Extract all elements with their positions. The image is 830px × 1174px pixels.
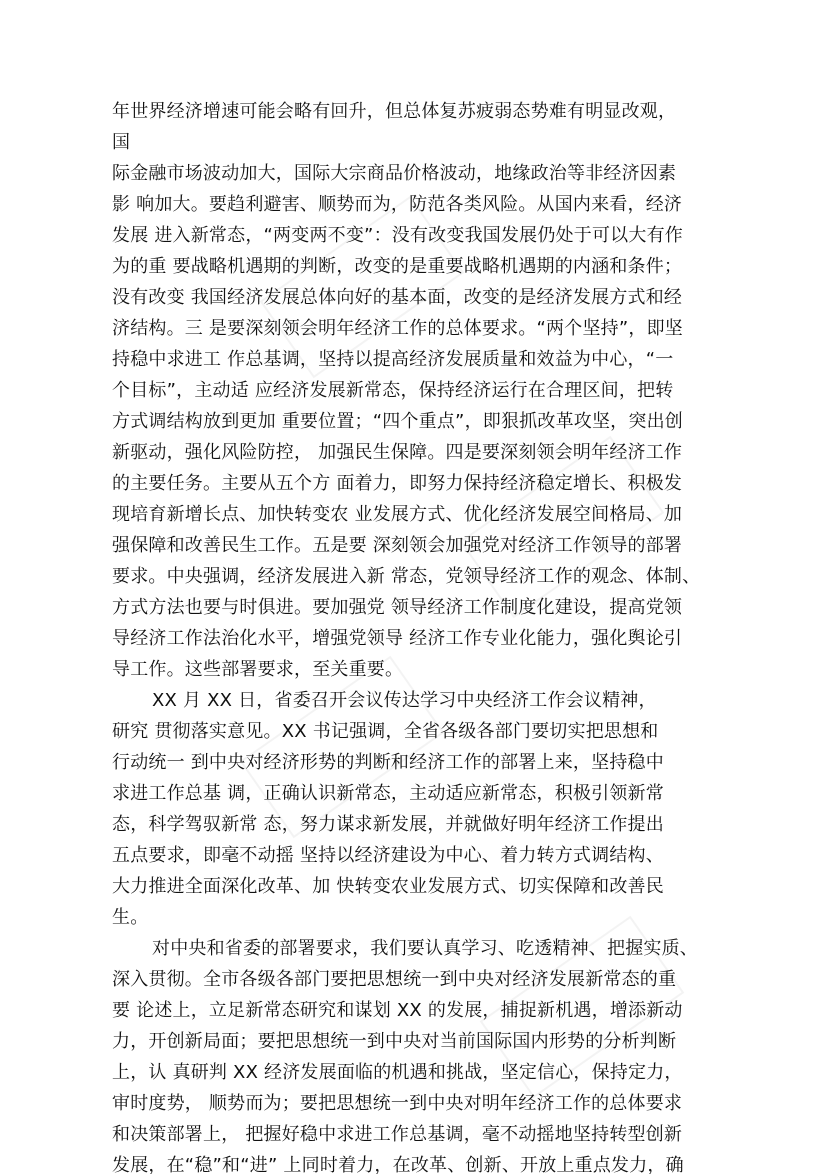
document-body (112, 96, 740, 1174)
text-line: XX 月 XX 日，省委召开会议传达学习中央经济工作会议精神， (152, 690, 657, 711)
text-line: 要求。中央强调，经济发展进入新 常态，党领导经济工作的观念、体制、 (112, 566, 701, 587)
text-line: 没有改变 我国经济发展总体向好的基本面，改变的是经济发展方式和经 (112, 287, 683, 308)
text-line: 个目标”，主动适 应经济发展新常态，保持经济运行在合理区间，把转 (112, 380, 674, 401)
text-line: 影 响加大。要趋利避害、顺势而为，防范各类风险。从国内来看，经济 (112, 194, 683, 215)
text-line: 态，科学驾驭新常 态，努力谋求新发展，并就做好明年经济工作提出 (112, 814, 664, 835)
text-line: 深入贯彻。全市各级各部门要把思想统一到中央对经济发展新常态的重 (112, 969, 677, 990)
text-line: 方式调结构放到更加 重要位置；“四个重点”，即狠抓改革攻坚，突出创 (112, 411, 683, 432)
text-line: 现培育新增长点、加快转变农 业发展方式、优化经济发展空间格局、加 (112, 504, 683, 525)
text-line: 发展 进入新常态，“两变两不变”：没有改变我国发展仍处于可以大有作 (112, 225, 683, 246)
text-line: 研究 贯彻落实意见。XX 书记强调，全省各级各部门要切实把思想和 (112, 721, 659, 742)
text-line: 济结构。三 是要深刻领会明年经济工作的总体要求。“两个坚持”，即坚 (112, 318, 683, 339)
text-line: 上，认 真研判 XX 经济发展面临的机遇和挑战，坚定信心，保持定力， (112, 1062, 683, 1083)
text-line: 强保障和改善民生工作。五是要 深刻领会加强党对经济工作领导的部署 (112, 535, 683, 556)
text-line: 为的重 要战略机遇期的判断，改变的是重要战略机遇期的内涵和条件； (112, 256, 683, 277)
text-line: 生。 (112, 907, 149, 928)
text-line: 行动统一 到中央对经济形势的判断和经济工作的部署上来，坚持稳中 (112, 752, 664, 773)
text-line: 际金融市场波动加大，国际大宗商品价格波动，地缘政治等非经济因素 (112, 163, 677, 184)
text-line: 的主要任务。主要从五个方 面着力，即努力保持经济稳定增长、积极发 (112, 473, 683, 494)
text-line: 导工作。这些部署要求，至关重要。 (112, 659, 404, 680)
text-line: 国 (112, 132, 131, 153)
text-line: 新驱动，强化风险防控， 加强民生保障。四是要深刻领会明年经济工作 (112, 442, 683, 463)
text-line: 年世界经济增速可能会略有回升，但总体复苏疲弱态势难有明显改观， (112, 101, 677, 122)
text-line: 力，开创新局面；要把思想统一到中央对当前国际国内形势的分析判断 (112, 1031, 677, 1052)
paragraph-1 (112, 96, 740, 685)
text-line: 对中央和省委的部署要求，我们要认真学习、吃透精神、把握实质、 (152, 938, 698, 959)
paragraph-2 (112, 685, 740, 933)
paragraph-3 (112, 933, 740, 1174)
text-line: 发展，在“稳”和“进” 上同时着力，在改革、创新、开放上重点发力，确 (112, 1155, 684, 1174)
text-line: 持稳中求进工 作总基调，坚持以提高经济发展质量和效益为中心，“一 (112, 349, 674, 370)
text-line: 审时度势， 顺势而为；要把思想统一到中央对明年经济工作的总体要求 (112, 1093, 683, 1114)
text-line: 导经济工作法治化水平，增强党领导 经济工作专业化能力，强化舆论引 (112, 628, 683, 649)
text-line: 大力推进全面深化改革、加 快转变农业发展方式、切实保障和改善民 (112, 876, 664, 897)
text-line: 五点要求，即毫不动摇 坚持以经济建设为中心、着力转方式调结构、 (112, 845, 664, 866)
text-line: 要 论述上，立足新常态研究和谋划 XX 的发展，捕捉新机遇，增添新动 (112, 1000, 683, 1021)
text-line: 求进工作总基 调，正确认识新常态，主动适应新常态，积极引领新常 (112, 783, 664, 804)
text-line: 和决策部署上， 把握好稳中求进工作总基调，毫不动摇地坚持转型创新 (112, 1124, 683, 1145)
text-line: 方式方法也要与时俱进。要加强党 领导经济工作制度化建设，提高党领 (112, 597, 683, 618)
